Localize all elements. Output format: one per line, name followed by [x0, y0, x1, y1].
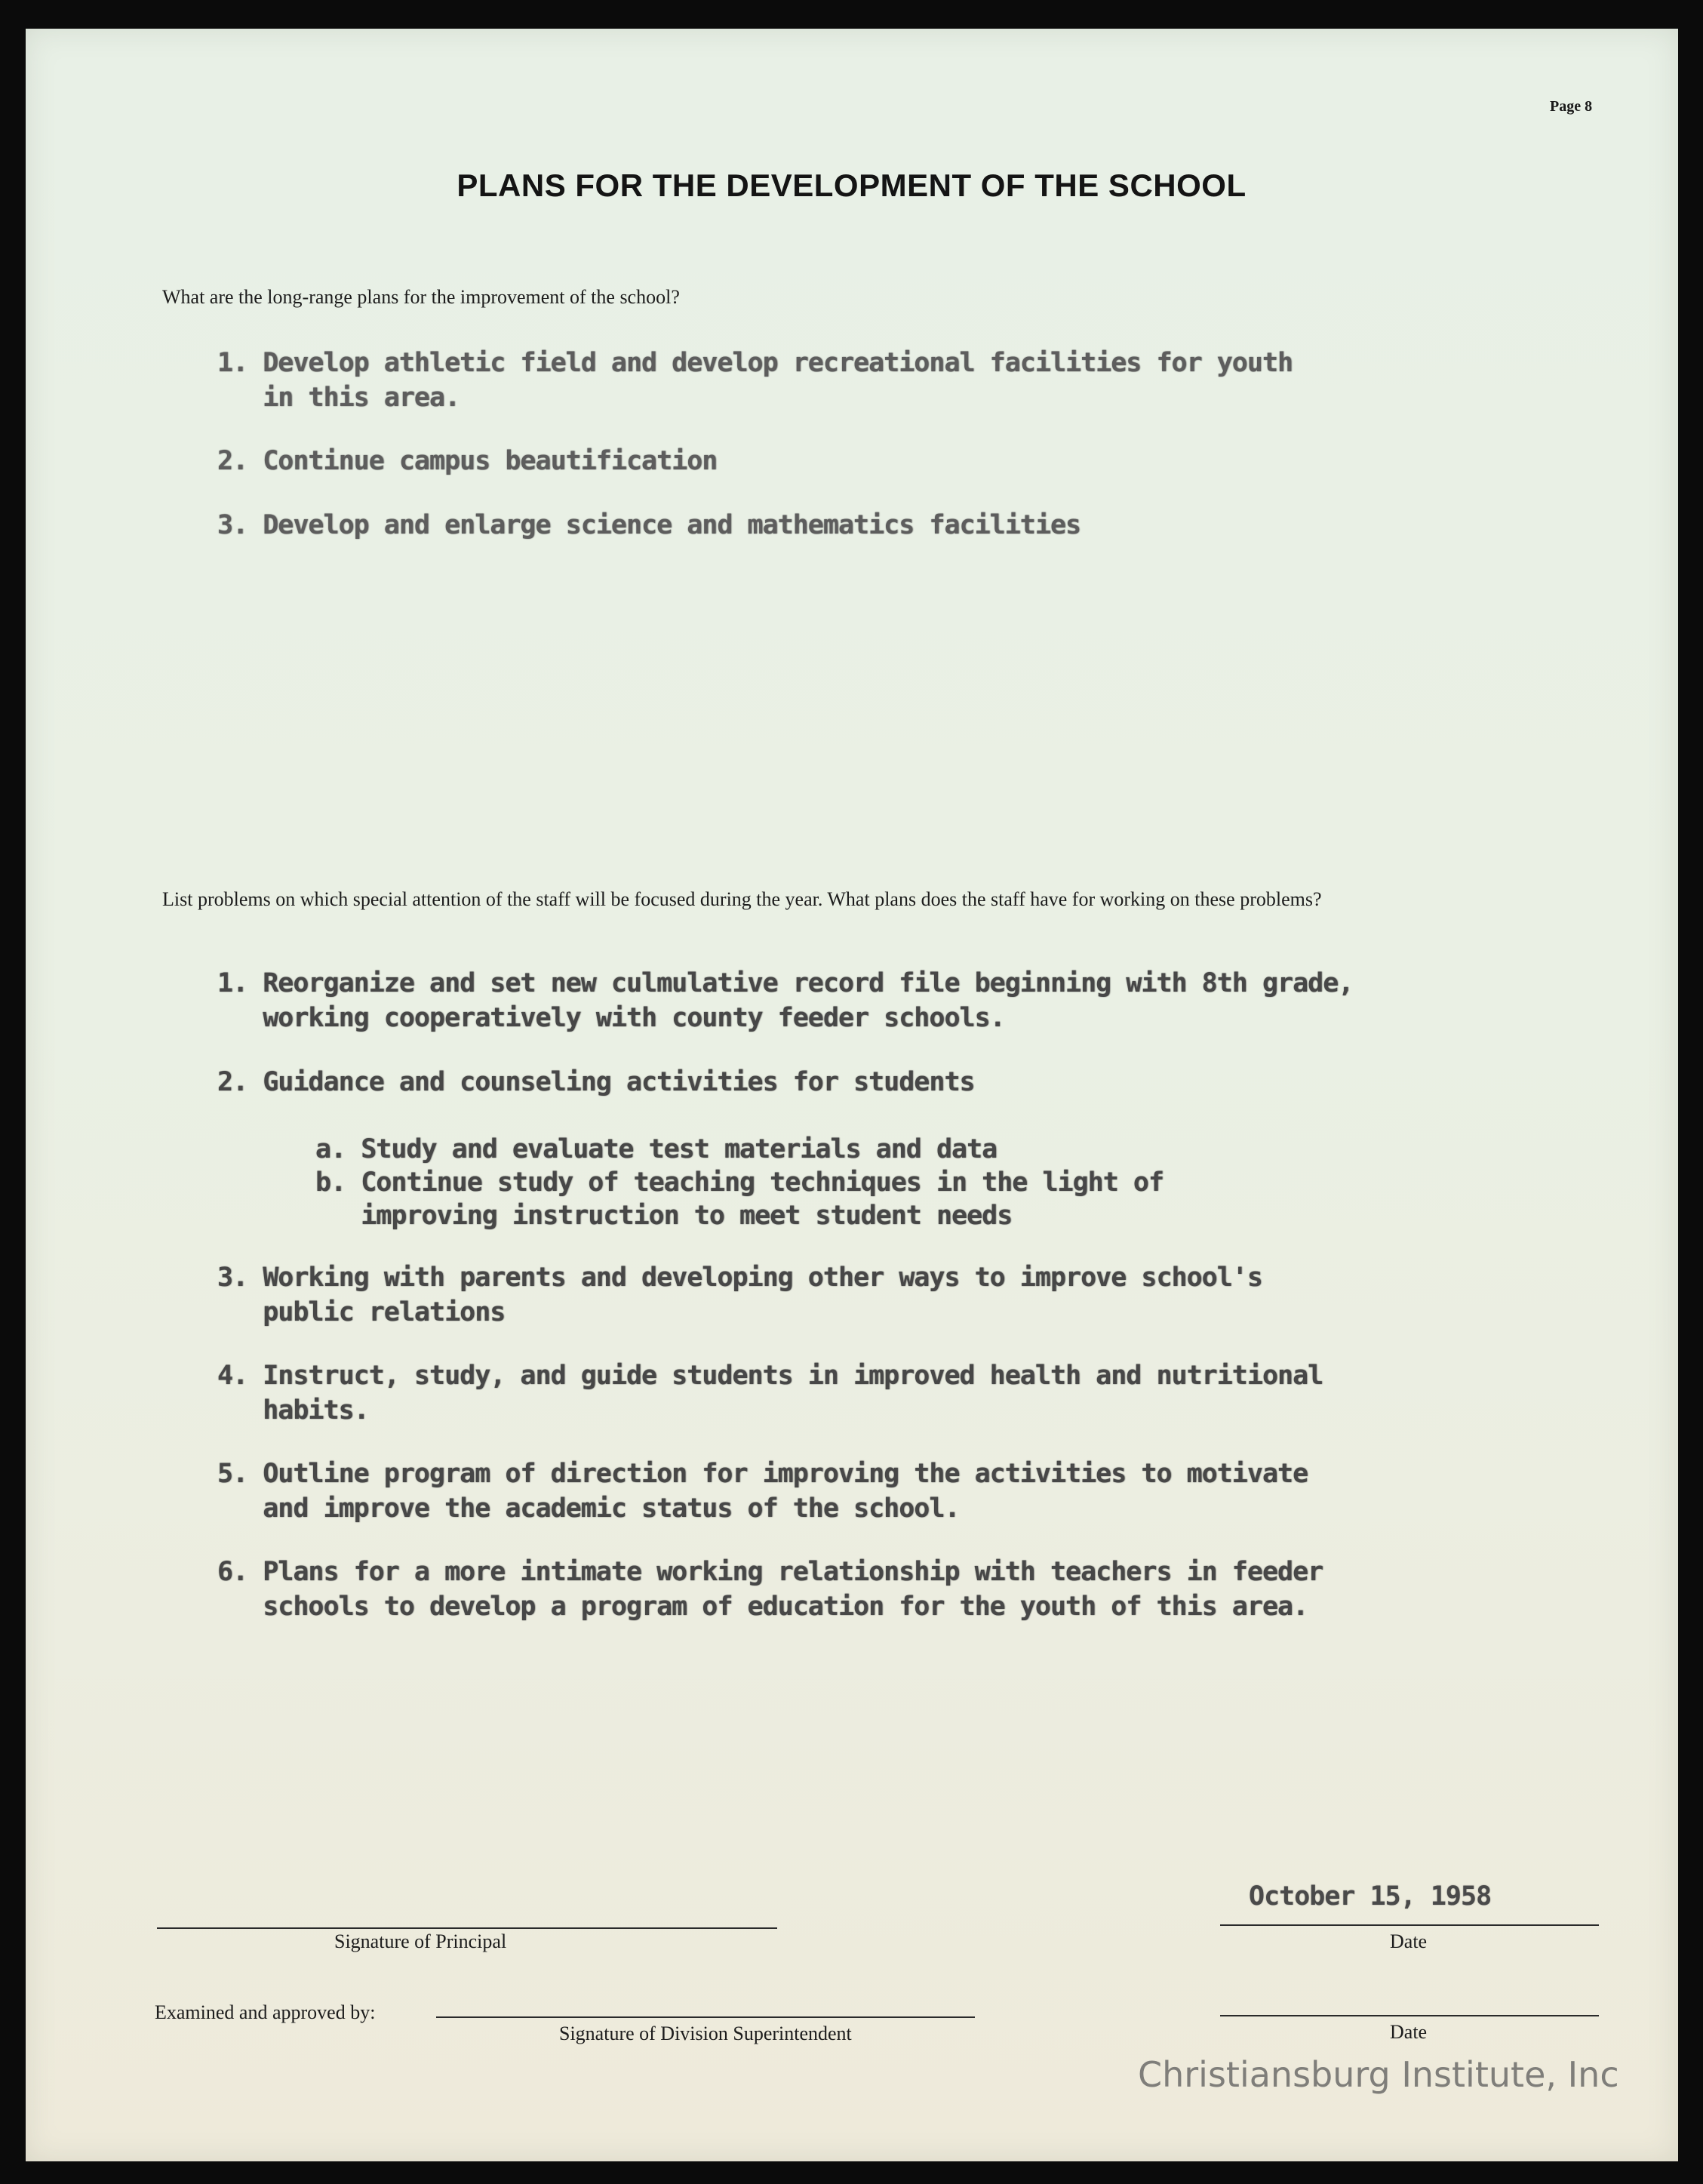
problem-item-6-line-2: schools to develop a program of education for the youth of this area.	[217, 1592, 1308, 1622]
problem-item-2-sub-b-line-2: improving instruction to meet student needs	[315, 1201, 1013, 1231]
plan-item-1-line-1: 1. Develop athletic field and develop recreational facilities for youth	[217, 348, 1293, 378]
problem-item-1-line-1: 1. Reorganize and set new culmulative record file beginning with 8th grade,	[217, 968, 1354, 998]
problem-item-2-sub-a: a. Study and evaluate test materials and data	[315, 1134, 998, 1164]
problem-item-4-line-2: habits.	[217, 1395, 369, 1426]
page-number: Page 8	[1550, 98, 1593, 115]
date-line-2	[1220, 2015, 1599, 2016]
problem-item-6-line-1: 6. Plans for a more intimate working relationship with teachers in feeder	[217, 1557, 1323, 1587]
problem-item-4-line-1: 4. Instruct, study, and guide students in improved health and nutritional	[217, 1361, 1323, 1391]
plan-item-2: 2. Continue campus beautification	[217, 446, 718, 476]
date-line-1	[1220, 1924, 1599, 1926]
principal-signature-line	[157, 1927, 777, 1929]
date-label-1: Date	[1390, 1930, 1428, 1952]
problem-item-3-line-2: public relations	[217, 1297, 506, 1327]
page-title: PLANS FOR THE DEVELOPMENT OF THE SCHOOL	[456, 168, 1247, 203]
superintendent-signature-line	[436, 2016, 975, 2018]
problem-item-2-sub-b-line-1: b. Continue study of teaching techniques in the light of	[315, 1167, 1164, 1198]
problem-item-1-line-2: working cooperatively with county feeder schools.	[217, 1003, 1005, 1033]
date-value: October 15, 1958	[1249, 1881, 1492, 1912]
date-label-2: Date	[1390, 2021, 1428, 2043]
principal-signature-label: Signature of Principal	[334, 1930, 507, 1952]
problem-item-5-line-2: and improve the academic status of the school.	[217, 1493, 960, 1524]
problem-item-2: 2. Guidance and counseling activities for students	[217, 1067, 975, 1097]
problem-item-5-line-1: 5. Outline program of direction for improving the activities to motivate	[217, 1459, 1308, 1489]
staff-problems-question: List problems on which special attention of the staff will be focused during the year. What plans does the staff have for working on these problems?	[162, 888, 1322, 910]
plan-item-1-line-2: in this area.	[217, 383, 460, 413]
watermark: Christiansburg Institute, Inc	[1138, 2054, 1619, 2095]
long-range-plans-question: What are the long-range plans for the improvement of the school?	[162, 286, 680, 308]
superintendent-signature-label: Signature of Division Superintendent	[559, 2023, 852, 2044]
problem-item-3-line-1: 3. Working with parents and developing other ways to improve school's	[217, 1263, 1262, 1293]
examined-approved-label: Examined and approved by:	[155, 2001, 376, 2023]
plan-item-3: 3. Develop and enlarge science and mathematics facilities	[217, 510, 1081, 540]
